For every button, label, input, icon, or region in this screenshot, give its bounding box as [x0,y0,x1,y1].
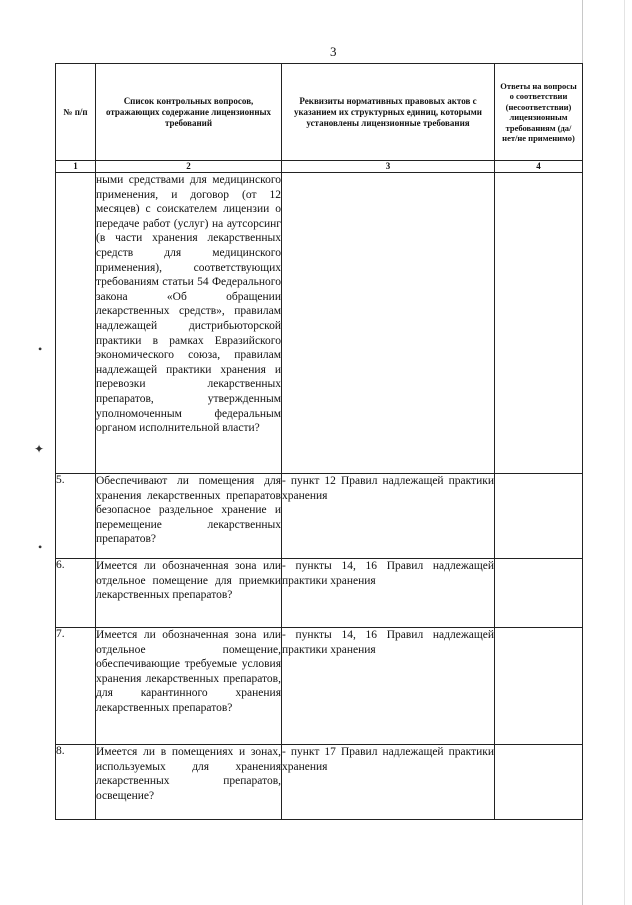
column-number: 3 [282,161,495,173]
hole-punch-mark: • [38,342,43,356]
hole-punch-mark: • [38,540,43,554]
row-number: 5. [56,474,96,559]
question-text: Имеется ли в помещениях и зонах, используемых для хранения лекарственных препаратов, освещение? [96,745,282,820]
legal-reference: - пункт 17 Правил надлежащей практики хранения [282,745,495,820]
answer-cell[interactable] [495,474,583,559]
answer-cell[interactable] [495,173,583,474]
question-text: Имеется ли обозначенная зона или отдельное помещение для приемки лекарственных препаратов? [96,559,282,628]
row-number: 7. [56,628,96,745]
table-row [56,745,583,820]
column-number-row [56,161,583,173]
license-requirements-table [55,63,583,820]
answer-cell[interactable] [495,559,583,628]
table-row [56,559,583,628]
column-number: 4 [495,161,583,173]
table-row [56,173,583,474]
row-number: 8. [56,745,96,820]
answer-cell[interactable] [495,628,583,745]
legal-reference: - пункт 12 Правил надлежащей практики хранения [282,474,495,559]
table-row [56,628,583,745]
answer-cell[interactable] [495,745,583,820]
column-number: 2 [96,161,282,173]
header-row [56,64,583,161]
question-text: ными средствами для медицинского применения, и договор (от 12 месяцев) с соискателем лицензии о передаче работ (услуг) на аутсорсинг (в части хранения лекарственных средств для медицинского применения), соответствующих требованиям статьи 54 Федерального закона «Об обращении лекарственных средств», правилам надлежащей дистрибьюторской практики в рамках Евразийского экономического союза, правилам надлежащей практики хранения и перевозки лекарственных препаратов, утвержденным уполномоченным федеральным органом исполнительной власти? [96,173,282,474]
question-text: Имеется ли обозначенная зона или отдельное помещение, обеспечивающие требуемые условия хранения лекарственных препаратов, для карантинного хранения лекарственных препаратов? [96,628,282,745]
header-number: № п/п [56,64,96,161]
header-answers: Ответы на вопросы о соответствии (несоответствии) лицензионным требованиям (да/нет/не применимо) [495,64,583,161]
column-number: 1 [56,161,96,173]
legal-reference: - пункты 14, 16 Правил надлежащей практики хранения [282,628,495,745]
page-number: 3 [330,44,337,59]
scan-artifact-mark: ✦ [34,442,45,456]
scan-edge-line-secondary [624,0,625,905]
row-number: 6. [56,559,96,628]
legal-reference [282,173,495,474]
legal-reference: - пункты 14, 16 Правил надлежащей практики хранения [282,559,495,628]
row-number [56,173,96,474]
table-row [56,474,583,559]
header-questions: Список контрольных вопросов, отражающих содержание лицензионных требований [96,64,282,161]
header-legal-references: Реквизиты нормативных правовых актов с указанием их структурных единиц, которыми установлены лицензионные требования [282,64,495,161]
question-text: Обеспечивают ли помещения для хранения лекарственных препаратов безопасное раздельное хранение и перемещение лекарственных препаратов? [96,474,282,559]
